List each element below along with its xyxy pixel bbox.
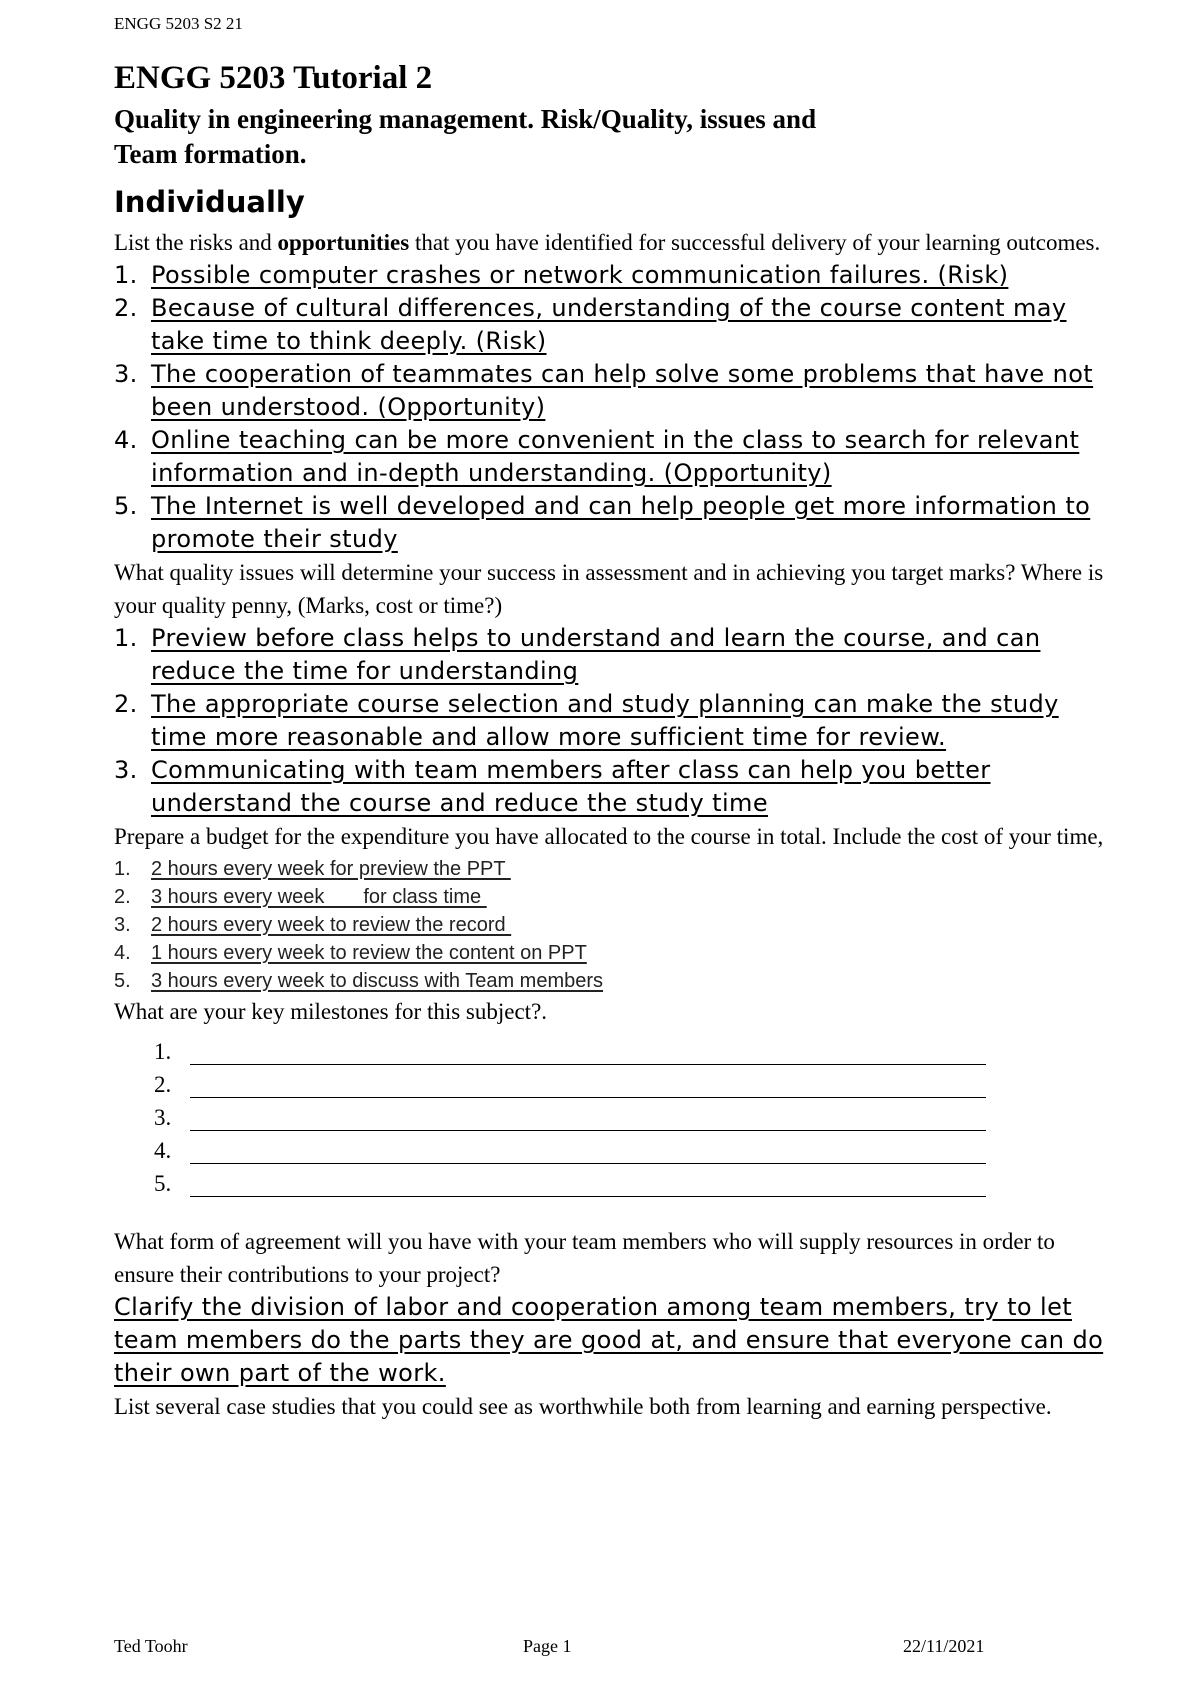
list-item: [114, 754, 1114, 820]
item-text: The cooperation of teammates can help solve some problems that have not been understood. (Opportunity): [151, 360, 1094, 421]
item-text: Online teaching can be more convenient in the class to search for relevant information and in-depth understanding. (Opportunity): [151, 426, 1080, 487]
document-title: ENGG 5203 Tutorial 2: [114, 60, 433, 96]
item-number: 1.: [114, 858, 131, 880]
item-number: 4.: [114, 942, 131, 964]
item-text: 2 hours every week for preview the PPT: [151, 858, 511, 880]
list-item: [114, 883, 1114, 911]
question-milestones: What are your key milestones for this subject?.: [114, 999, 548, 1024]
question-budget: Prepare a budget for the expenditure you have allocated to the course in total. Include the cost of your time,: [114, 824, 1104, 849]
question-risks: [114, 226, 1114, 259]
list-item: [114, 490, 1114, 556]
list-item: [114, 424, 1114, 490]
item-text: 3 hours every week for class time: [151, 886, 487, 908]
budget-list: [114, 855, 1114, 995]
list-item: [114, 688, 1114, 754]
item-text: Because of cultural differences, understanding of the course content may take time to think deeply. (Risk): [151, 294, 1067, 355]
list-item: [114, 259, 1114, 292]
item-number: 2.: [114, 690, 138, 718]
list-item: [114, 967, 1114, 995]
question-case-studies: List several case studies that you could see as worthwhile both from learning and earning perspective.: [114, 1394, 1052, 1419]
item-number: 3.: [114, 914, 131, 936]
item-text: The Internet is well developed and can help people get more information to promote their study: [151, 492, 1091, 553]
footer-page-number: Page 1: [523, 1636, 572, 1656]
list-item: [154, 1164, 1114, 1197]
milestones-list: [154, 1032, 1114, 1197]
spacer: [114, 1197, 1114, 1225]
blank-answer-line[interactable]: [190, 1108, 986, 1131]
question-bold-text: opportunities: [277, 230, 410, 255]
footer-author: Ted Toohr: [114, 1636, 188, 1656]
list-item: [114, 939, 1114, 967]
item-number: 2.: [154, 1072, 172, 1097]
footer-date: 22/11/2021: [903, 1636, 985, 1656]
item-text: Communicating with team members after class can help you better understand the course and reduce the study time: [151, 756, 991, 817]
subtitle-line-1: Quality in engineering management. Risk/Quality, issues and: [114, 104, 817, 134]
document-subtitle: [114, 102, 1114, 172]
question-agreement: What form of agreement will you have with your team members who will supply resources in order to ensure their contributions to your project?: [114, 1229, 1055, 1287]
item-number: 5.: [114, 492, 138, 520]
running-header: ENGG 5203 S2 21: [114, 14, 243, 33]
list-item: [114, 622, 1114, 688]
list-item: [154, 1098, 1114, 1131]
section-heading: Individually: [114, 185, 305, 219]
list-item: [154, 1065, 1114, 1098]
item-text: 2 hours every week to review the record: [151, 914, 512, 936]
list-item: [114, 911, 1114, 939]
list-item: [154, 1032, 1114, 1065]
item-number: 4.: [114, 426, 138, 454]
blank-answer-line[interactable]: [190, 1141, 986, 1164]
item-text: The appropriate course selection and study planning can make the study time more reasonable and allow more sufficient time for review.: [151, 690, 1059, 751]
question-quality-issues: What quality issues will determine your success in assessment and in achieving you target marks? Where is your quality penny, (Marks, cost or time?): [114, 560, 1104, 618]
item-number: 4.: [154, 1138, 172, 1163]
item-number: 2.: [114, 886, 131, 908]
item-number: 3.: [114, 360, 138, 388]
item-text: Possible computer crashes or network communication failures. (Risk): [151, 261, 1009, 289]
subtitle-line-2: Team formation.: [114, 139, 307, 169]
blank-answer-line[interactable]: [190, 1042, 986, 1065]
document-body: [114, 58, 1114, 1423]
question-text: that you have identified for successful delivery of your learning outcomes.: [409, 230, 1101, 255]
item-text: Preview before class helps to understand and learn the course, and can reduce the time for understanding: [151, 624, 1041, 685]
item-text: 1 hours every week to review the content on PPT: [151, 942, 587, 964]
item-number: 1.: [114, 624, 138, 652]
item-number: 2.: [114, 294, 138, 322]
blank-answer-line[interactable]: [190, 1075, 986, 1098]
question-text: List the risks and: [114, 230, 278, 255]
blank-answer-line[interactable]: [190, 1174, 986, 1197]
item-number: 3.: [114, 756, 138, 784]
list-item: [154, 1131, 1114, 1164]
item-number: 3.: [154, 1105, 172, 1130]
item-text: 3 hours every week to discuss with Team members: [151, 970, 604, 992]
item-number: 1.: [154, 1039, 172, 1064]
quality-answer-list: [114, 622, 1114, 820]
item-number: 5.: [154, 1171, 172, 1196]
item-number: 1.: [114, 261, 138, 289]
list-item: [114, 292, 1114, 358]
list-item: [114, 855, 1114, 883]
list-item: [114, 358, 1114, 424]
risks-answer-list: [114, 259, 1114, 556]
agreement-answer: Clarify the division of labor and cooperation among team members, try to let team members do the parts they are good at, and ensure that everyone can do their own part of the work.: [114, 1293, 1104, 1387]
item-number: 5.: [114, 970, 131, 992]
